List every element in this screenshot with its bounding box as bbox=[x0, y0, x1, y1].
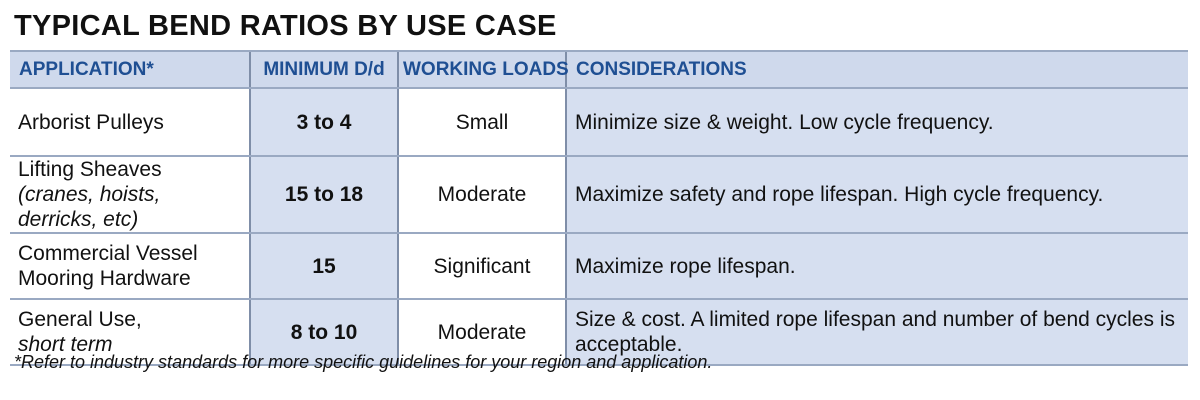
application-name: General Use, bbox=[18, 308, 142, 331]
table-row bbox=[10, 156, 1188, 233]
header-application: APPLICATION* bbox=[10, 51, 250, 88]
min-dd-cell: 3 to 4 bbox=[250, 88, 398, 156]
header-minimum-dd: MINIMUM D/d bbox=[250, 51, 398, 88]
working-loads-cell: Significant bbox=[398, 233, 566, 299]
min-dd-cell: 15 to 18 bbox=[250, 156, 398, 233]
table-header-row bbox=[10, 51, 1188, 88]
application-note: (cranes, hoists, derricks, etc) bbox=[18, 183, 161, 231]
min-dd-cell: 8 to 10 bbox=[250, 299, 398, 365]
application-name: Commercial Vessel Mooring Hardware bbox=[18, 242, 198, 290]
header-considerations: CONSIDERATIONS bbox=[566, 51, 1188, 88]
working-loads-cell: Moderate bbox=[398, 299, 566, 365]
application-cell bbox=[10, 156, 250, 233]
footnote: *Refer to industry standards for more specific guidelines for your region and application. bbox=[14, 352, 713, 372]
application-cell bbox=[10, 88, 250, 156]
considerations-cell: Size & cost. A limited rope lifespan and number of bend cycles is acceptable. bbox=[566, 299, 1188, 365]
application-name: Arborist Pulleys bbox=[18, 110, 164, 134]
bend-ratio-table bbox=[10, 50, 1188, 366]
table-row bbox=[10, 88, 1188, 156]
working-loads-cell: Small bbox=[398, 88, 566, 156]
considerations-cell: Minimize size & weight. Low cycle frequency. bbox=[566, 88, 1188, 156]
min-dd-cell: 15 bbox=[250, 233, 398, 299]
application-cell bbox=[10, 233, 250, 299]
page-title: TYPICAL BEND RATIOS BY USE CASE bbox=[14, 10, 557, 42]
table-row bbox=[10, 233, 1188, 299]
considerations-cell: Maximize safety and rope lifespan. High cycle frequency. bbox=[566, 156, 1188, 233]
application-name: Lifting Sheaves bbox=[18, 158, 162, 181]
header-working-loads: WORKING LOADS bbox=[398, 51, 566, 88]
application-note: short term bbox=[18, 333, 113, 356]
working-loads-cell: Moderate bbox=[398, 156, 566, 233]
considerations-cell: Maximize rope lifespan. bbox=[566, 233, 1188, 299]
